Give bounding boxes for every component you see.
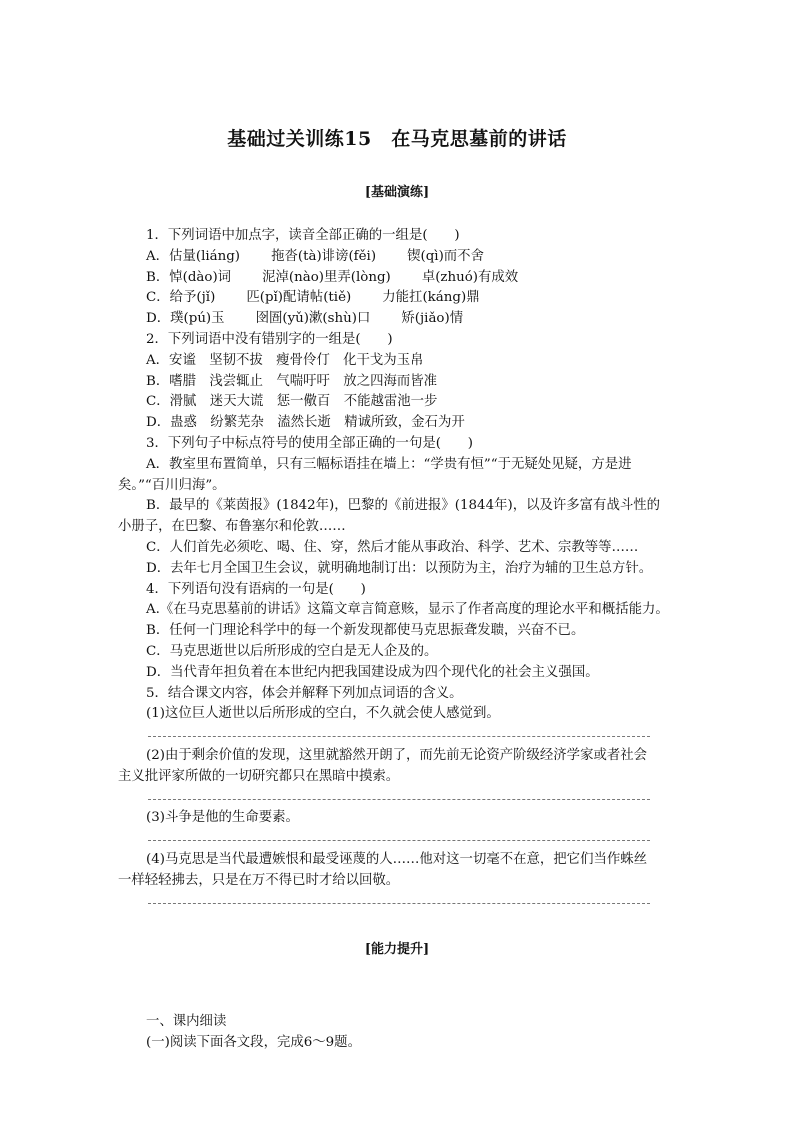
option-line: D．蛊惑 纷繁芜杂 溘然长逝 精诚所致，金石为开 xyxy=(146,415,465,431)
answer-line[interactable] xyxy=(118,788,678,809)
option-line: B．任何一门理论科学中的每一个新发现都使马克思振聋发聩，兴奋不已。 xyxy=(146,623,585,639)
reading-section xyxy=(118,1012,678,1054)
question-stem: 4．下列语句没有语病的一句是( ) xyxy=(146,581,366,597)
part-heading: 一、课内细读 xyxy=(146,1014,227,1029)
part-instruction: (一)阅读下面各文段，完成6～9题。 xyxy=(146,1034,361,1050)
option-line: B．嗜腊 浅尝辄止 气喘吁吁 放之四海而皆准 xyxy=(146,373,438,389)
option-line: D．当代青年担负着在本世纪内把我国建设成为四个现代化的社会主义强国。 xyxy=(146,664,599,680)
option-line: C．马克思逝世以后所形成的空白是无人企及的。 xyxy=(146,643,438,659)
sub-question: (4)马克思是当代最遭嫉恨和最受诬蔑的人……他对这一切毫不在意，把它们当作蛛丝 xyxy=(146,851,648,867)
option-line: B．悼(dào)词 泥淖(nào)里弄(lòng) 卓(zhuó)有成效 xyxy=(146,269,519,285)
answer-line[interactable] xyxy=(118,725,678,746)
sub-question: (1)这位巨人逝世以后所形成的空白，不久就会使人感觉到。 xyxy=(146,706,500,722)
answer-line[interactable] xyxy=(118,829,678,850)
question-stem: 2．下列词语中没有错别字的一组是( ) xyxy=(146,331,393,347)
page-title: 基础过关训练15 在马克思墓前的讲话 xyxy=(227,128,567,150)
option-line-continued: 矣。”“百川归海”。 xyxy=(118,477,226,493)
sub-question-continued: 一样轻轻拂去，只是在万不得已时才给以回敬。 xyxy=(118,872,400,888)
question-stem: 1．下列词语中加点字，读音全部正确的一组是( ) xyxy=(146,228,460,243)
answer-line[interactable] xyxy=(118,892,678,913)
option-line: A．安谧 坚韧不拔 瘦骨伶仃 化干戈为玉帛 xyxy=(146,352,424,368)
option-line: C．人们首先必须吃、喝、住、穿，然后才能从事政治、科学、艺术、宗教等等…… xyxy=(146,539,639,555)
section-heading-advanced: [能力提升] xyxy=(364,942,430,957)
option-line: B．最早的《莱茵报》(1842年)，巴黎的《前进报》(1844年)，以及许多富有战斗性的 xyxy=(146,498,661,514)
section-heading-basic: [基础演练] xyxy=(364,185,430,200)
question-stem: 3．下列句子中标点符号的使用全部正确的一句是( ) xyxy=(146,435,473,451)
question-body xyxy=(118,226,678,912)
sub-question: (3)斗争是他的生命要素。 xyxy=(146,810,299,826)
option-line: A．教室里布置简单，只有三幅标语挂在墙上：“学贵有恒”“于无疑处见疑，方是进 xyxy=(146,456,632,472)
option-line: C．滑腻 迷天大谎 惩一儆百 不能越雷池一步 xyxy=(146,394,438,410)
option-line: A．估量(liáng) 拖沓(tà)诽谤(fěi) 锲(qì)而不舍 xyxy=(146,248,484,264)
option-line: D．去年七月全国卫生会议，就明确地制订出：以预防为主，治疗为辅的卫生总方针。 xyxy=(146,560,653,576)
sub-question-continued: 主义批评家所做的一切研究都只在黑暗中摸索。 xyxy=(118,768,400,784)
question-stem: 5．结合课文内容，体会并解释下列加点词语的含义。 xyxy=(146,685,463,701)
option-line: C．给予(jǐ) 匹(pǐ)配请帖(tiě) 力能扛(káng)鼎 xyxy=(146,290,480,306)
option-line: D．璞(pú)玉 囹圄(yǔ)漱(shù)口 矫(jiǎo)情 xyxy=(146,311,464,327)
sub-question: (2)由于剩余价值的发现，这里就豁然开朗了，而先前无论资产阶级经济学家或者社会 xyxy=(146,747,648,763)
option-line-continued: 小册子，在巴黎、布鲁塞尔和伦敦…… xyxy=(118,519,346,535)
option-line: A.《在马克思墓前的讲话》这篇文章言简意赅，显示了作者高度的理论水平和概括能力。 xyxy=(146,602,669,618)
